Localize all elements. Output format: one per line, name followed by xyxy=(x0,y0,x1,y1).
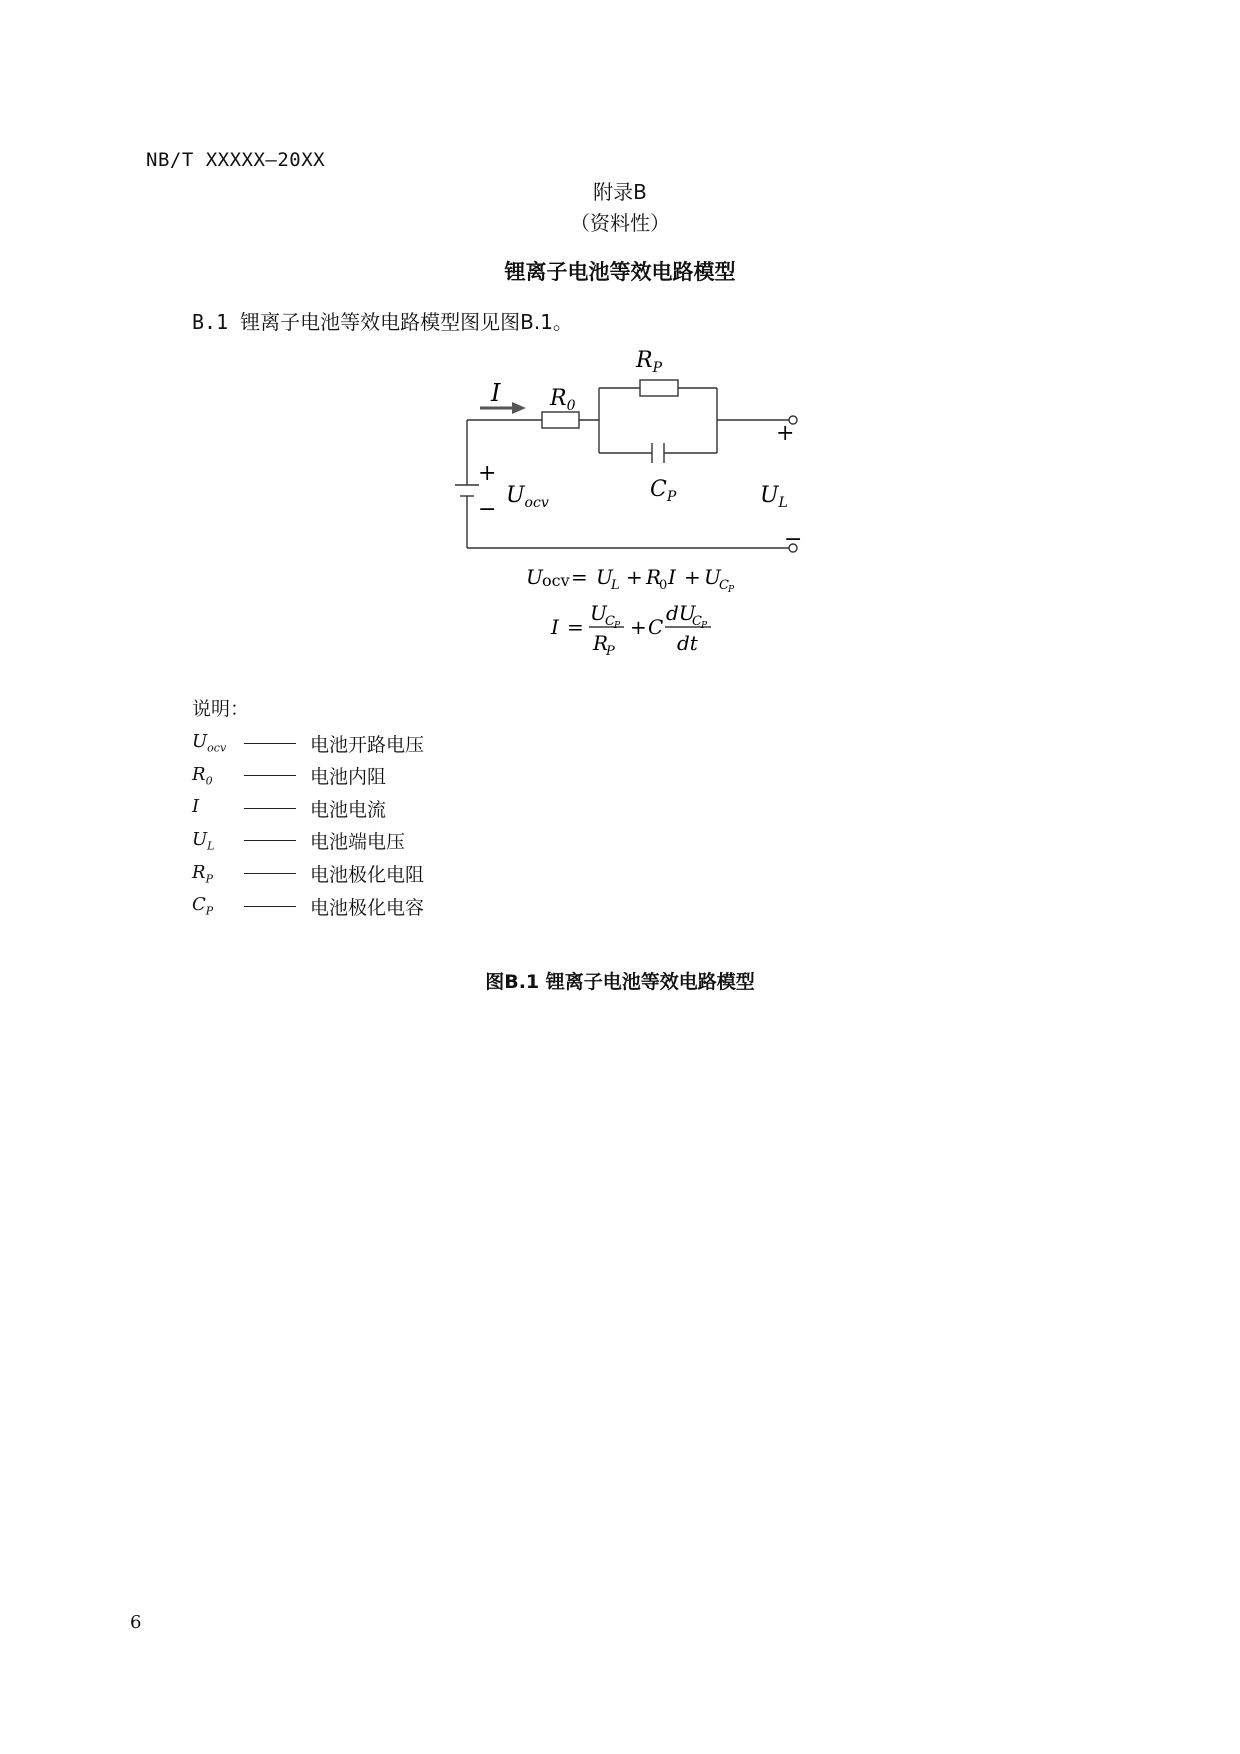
legend-description: 电池极化电阻 xyxy=(310,863,425,886)
uocv-label: $U_{ocv}$ xyxy=(506,483,549,511)
legend-dash xyxy=(244,906,296,907)
r0-label: $R_0$ xyxy=(550,386,576,414)
svg-text:dt: dt xyxy=(677,631,698,655)
svg-text:=: = xyxy=(571,565,588,589)
battery-minus-sign: − xyxy=(478,497,497,522)
legend-symbol: $R_P$ xyxy=(192,861,213,886)
legend-label: 说明： xyxy=(192,698,250,720)
svg-text:U: U xyxy=(704,565,721,589)
r0-resistor xyxy=(542,412,579,428)
legend-description: 电池内阻 xyxy=(310,766,387,789)
svg-text:C: C xyxy=(692,614,702,629)
svg-text:C: C xyxy=(605,614,615,629)
equation-2 xyxy=(550,601,711,659)
legend-symbol: I xyxy=(192,796,200,818)
svg-text:P: P xyxy=(606,644,615,659)
legend-symbol: $R_0$ xyxy=(192,763,213,788)
svg-text:P: P xyxy=(701,621,708,631)
legend-description: 电池开路电压 xyxy=(310,733,425,756)
legend-description: 电池电流 xyxy=(310,798,387,821)
svg-text:+: + xyxy=(630,615,647,639)
legend-symbol: $C_P$ xyxy=(192,894,214,918)
svg-text:R: R xyxy=(646,565,662,589)
svg-text:U: U xyxy=(590,601,607,625)
svg-text:I: I xyxy=(668,565,676,589)
legend-description: 电池端电压 xyxy=(310,831,406,854)
equation-1 xyxy=(526,565,735,595)
appendix-kind: （资料性） xyxy=(570,211,670,235)
legend-item xyxy=(192,728,424,758)
clause-number: B.1 xyxy=(192,310,229,334)
cp-label: $C_P$ xyxy=(650,477,677,505)
svg-text:P: P xyxy=(728,585,735,595)
svg-text:I: I xyxy=(551,615,559,639)
svg-text:R: R xyxy=(593,631,609,655)
current-arrow xyxy=(480,402,526,414)
page-number: 6 xyxy=(130,1612,142,1633)
svg-text:0: 0 xyxy=(659,578,668,593)
section-title: 锂离子电池等效电路模型 xyxy=(504,260,736,284)
clause-text: 锂离子电池等效电路模型图见图B.1。 xyxy=(240,310,573,334)
battery-plus-sign: + xyxy=(478,461,497,486)
legend-description: 电池极化电容 xyxy=(310,896,425,919)
legend-dash xyxy=(244,808,296,809)
svg-text:C: C xyxy=(719,578,729,593)
legend-dash xyxy=(244,840,296,841)
svg-text:U: U xyxy=(526,565,543,589)
equivalent-circuit-diagram xyxy=(0,0,1240,680)
figure-caption: 图B.1 锂离子电池等效电路模型 xyxy=(485,971,755,993)
legend-item xyxy=(192,826,405,856)
legend-dash xyxy=(244,775,296,776)
legend-dash xyxy=(244,743,296,744)
terminal-minus-sign: − xyxy=(784,527,803,552)
svg-text:P: P xyxy=(614,621,621,631)
legend-item xyxy=(192,761,386,791)
svg-text:ocv: ocv xyxy=(542,571,570,590)
standard-code: NB/T XXXXX—20XX xyxy=(146,149,326,171)
terminal-plus-sign: + xyxy=(776,421,795,446)
svg-text:dU: dU xyxy=(666,601,696,625)
svg-text:+: + xyxy=(684,565,701,589)
svg-text:L: L xyxy=(611,578,620,593)
appendix-title: 附录B xyxy=(593,180,647,204)
legend-dash xyxy=(244,873,296,874)
svg-text:U: U xyxy=(596,565,613,589)
svg-text:=: = xyxy=(567,615,584,639)
ul-label: $U_L$ xyxy=(760,483,788,511)
svg-text:+: + xyxy=(626,565,643,589)
legend-item xyxy=(192,858,424,888)
legend-symbol: $U_L$ xyxy=(192,829,215,853)
legend-item xyxy=(192,891,424,921)
rp-label: $R_P$ xyxy=(636,348,662,376)
rp-resistor xyxy=(640,380,678,396)
svg-text:C: C xyxy=(648,615,664,639)
legend-symbol: $U_{ocv}$ xyxy=(192,731,227,755)
current-label: I xyxy=(491,379,501,407)
legend-item xyxy=(192,793,386,823)
